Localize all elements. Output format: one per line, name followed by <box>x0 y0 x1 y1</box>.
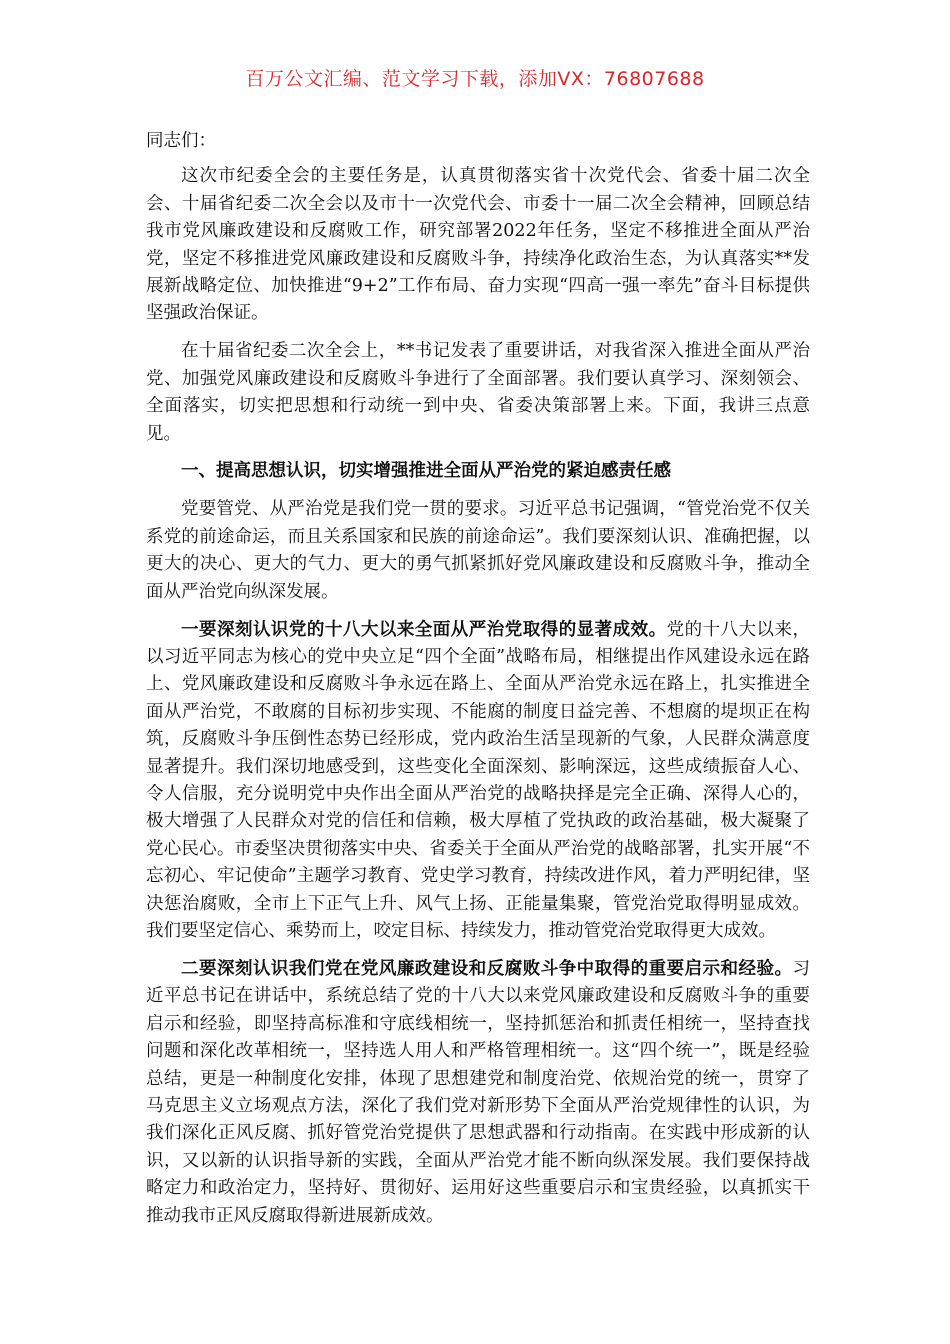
paragraph-point-1 <box>146 617 810 946</box>
paragraph-intro: 这次市纪委全会的主要任务是，认真贯彻落实省十次党代会、省委十届二次全会、十届省纪委二次全会以及市十一次党代会、市委十一届二次全会精神，回顾总结我市党风廉政建设和反腐败工作，研究部署2022年任务，坚定不移推进全面从严治党，坚定不移推进党风廉政建设和反腐败斗争，持续净化政治生态，为认真落实**发展新战略定位、加快推进“9+2”工作布局、奋力实现“四高一强一率先”奋斗目标提供坚强政治保证。 <box>146 166 810 324</box>
salutation: 同志们： <box>146 131 216 151</box>
point-2-lead: 二要深刻认识我们党在党风廉政建设和反腐败斗争中取得的重要启示和经验。 <box>181 958 793 979</box>
point-2-body: 习近平总书记在讲话中，系统总结了党的十八大以来党风廉政建设和反腐败斗争的重要启示和经验，即坚持高标准和守底线相统一，坚持抓惩治和抓责任相统一，坚持查找问题和深化改革相统一，坚持选人用人和严格管理相统一。这“四个统一”，既是经验总结，更是一种制度化安排，体现了思想建党和制度治党、依规治党的统一，贯穿了马克思主义立场观点方法，深化了我们党对新形势下全面从严治党规律性的认识，为我们深化正风反腐、抓好管党治党提供了思想武器和行动指南。在实践中形成新的认识，又以新的认识指导新的实践，全面从严治党才能不断向纵深发展。我们要保持战略定力和政治定力，坚持好、贯彻好、运用好这些重要启示和宝贵经验，以真抓实干推动我市正风反腐取得新进展新成效。 <box>146 958 810 1226</box>
paragraph-context: 在十届省纪委二次全会上，**书记发表了重要讲话，对我省深入推进全面从严治党、加强党风廉政建设和反腐败斗争进行了全面部署。我们要认真学习、深刻领会、全面落实，切实把思想和行动统一到中央、省委决策部署上来。下面，我讲三点意见。 <box>146 341 810 444</box>
speech-body <box>146 128 810 1240</box>
paragraph-section1-intro: 党要管党、从严治党是我们党一贯的要求。习近平总书记强调，“管党治党不仅关系党的前途命运，而且关系国家和民族的前途命运”。我们要深刻认识、准确把握，以更大的决心、更大的气力、更大的勇气抓紧抓好党风廉政建设和反腐败斗争，推动全面从严治党向纵深发展。 <box>146 499 810 602</box>
section-heading-1: 一、提高思想认识，切实增强推进全面从严治党的紧迫感责任感 <box>181 461 671 482</box>
point-1-lead: 一要深刻认识党的十八大以来全面从严治党取得的显著成效。 <box>181 619 667 640</box>
download-banner: 百万公文汇编、范文学习下载，添加VX：76807688 <box>245 68 705 90</box>
point-1-body: 党的十八大以来，以习近平同志为核心的党中央立足“四个全面”战略布局，相继提出作风建设永远在路上、党风廉政建设和反腐败斗争永远在路上、全面从严治党永远在路上，扎实推进全面从严治党，不敢腐的目标初步实现、不能腐的制度日益完善、不想腐的堤坝正在构筑，反腐败斗争压倒性态势已经形成，党内政治生活呈现新的气象，人民群众满意度显著提升。我们深切地感受到，这些变化全面深刻、影响深远，这些成绩振奋人心、令人信服，充分说明党中央作出全面从严治党的战略抉择是完全正确、深得人心的，极大增强了人民群众对党的信任和信赖，极大厚植了党执政的政治基础，极大凝聚了党心民心。市委坚决贯彻落实中央、省委关于全面从严治党的战略部署，扎实开展“不忘初心、牢记使命”主题学习教育、党史学习教育，持续改进作风，着力严明纪律，坚决惩治腐败，全市上下正气上升、风气上扬、正能量集聚，管党治党取得明显成效。我们要坚定信心、乘势而上，咬定目标、持续发力，推动管党治党取得更大成效。 <box>146 619 811 941</box>
paragraph-point-2 <box>146 956 810 1230</box>
